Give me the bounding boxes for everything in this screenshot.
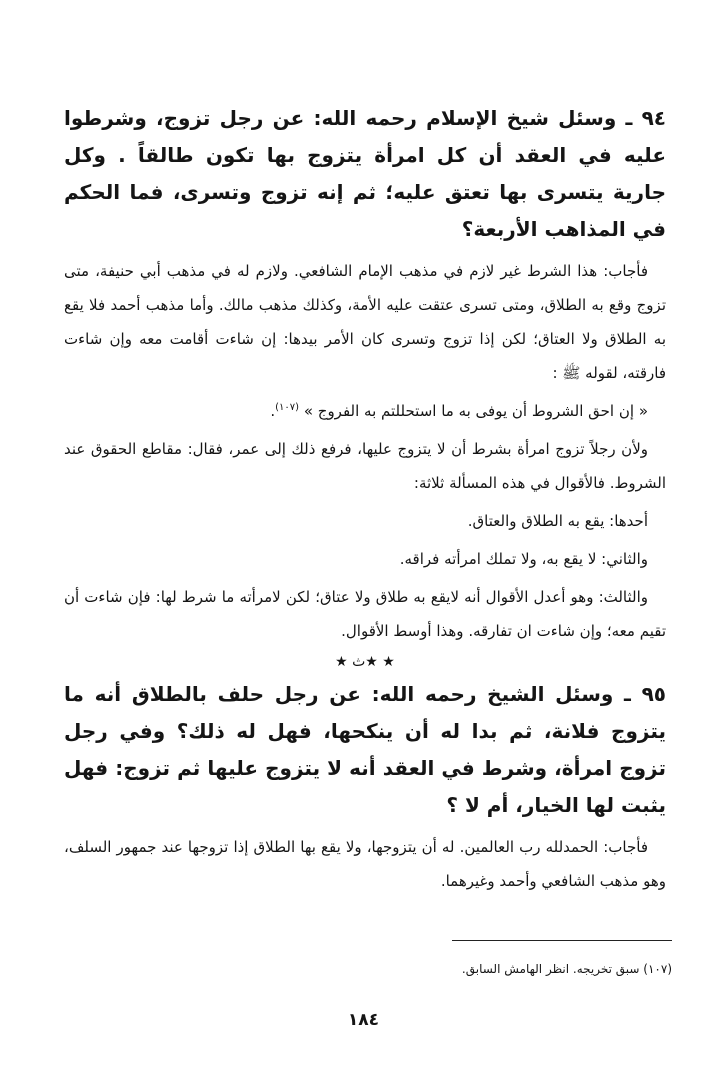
page-number: ١٨٤ xyxy=(347,1010,380,1030)
question-95-answer: فأجاب: الحمدلله رب العالمين. له أن يتزوجها، ولا يقع بها الطلاق إذا تزوجها عند جمهور السلف، وهو مذهب الشافعي وأحمد وغيرهما. xyxy=(64,838,666,890)
hadith-footnote-ref: (١٠٧) xyxy=(275,402,300,413)
opinion-1: أحدها: يقع به الطلاق والعتاق. xyxy=(467,512,648,530)
question-94-title: ٩٤ ـ وسئل شيخ الإسلام رحمه الله: عن رجل تزوج، وشرطوا عليه في العقد أن كل امرأة يتزوج بها تكون طالقاً . وكل جارية يتسرى بها تعتق عليه؛ ثم إنه تزوج وتسرى، فما الحكم في المذاهب الأربعة؟ xyxy=(64,106,666,241)
page-body xyxy=(64,100,666,898)
hadith-text: « إن احق الشروط أن يوفى به ما استحللتم به الفروج » xyxy=(303,402,648,420)
question-94-answer-paragraph-1: فأجاب: هذا الشرط غير لازم في مذهب الإمام الشافعي. ولازم له في مذهب أبي حنيفة، متى تزوج وقع به الطلاق، ومتى تسرى عتقت عليه الأمة، وكذلك مذهب مالك. وأما مذهب أحمد فلا يقع به الطلاق ولا العتاق؛ لكن إذا تزوج وتسرى كان الأمر بيدها: إن شاءت أقامت معه وإن شاءت فارقته، لقوله ﷺ : xyxy=(64,262,666,382)
question-95-title: ٩٥ ـ وسئل الشيخ رحمه الله: عن رجل حلف بالطلاق أنه ما يتزوج فلانة، ثم بدا له أن ينكحها، فهل له ذلك؟ وفي رجل تزوج امرأة، وشرط في العقد أنه لا يتزوج عليها ثم تزوج: فهل يثبت لها الخيار، أم لا ؟ xyxy=(64,682,666,817)
footnote-number: (١٠٧) xyxy=(643,962,672,976)
section-separator: ★ ★ث ★ xyxy=(335,654,395,670)
opinion-2: والثاني: لا يقع به، ولا تملك امرأته فراقه. xyxy=(399,550,648,568)
footnote xyxy=(462,962,672,976)
hadith-end-mark: . xyxy=(270,402,276,420)
footnote-divider xyxy=(452,940,672,941)
question-94-answer-paragraph-2: ولأن رجلاً تزوج امرأة بشرط أن لا يتزوج عليها، فرفع ذلك إلى عمر، فقال: مقاطع الحقوق عند الشروط. فالأقوال في هذه المسألة ثلاثة: xyxy=(64,440,666,492)
footnote-text: سبق تخريجه. انظر الهامش السابق. xyxy=(461,962,640,976)
hadith-quote xyxy=(64,394,666,428)
opinion-3: والثالث: وهو أعدل الأقوال أنه لايقع به طلاق ولا عتاق؛ لكن لامرأته ما شرط لها: فإن شاءت أن تقيم معه؛ وإن شاءت ان تفارقه. وهذا أوسط الأقوال. xyxy=(64,588,666,640)
